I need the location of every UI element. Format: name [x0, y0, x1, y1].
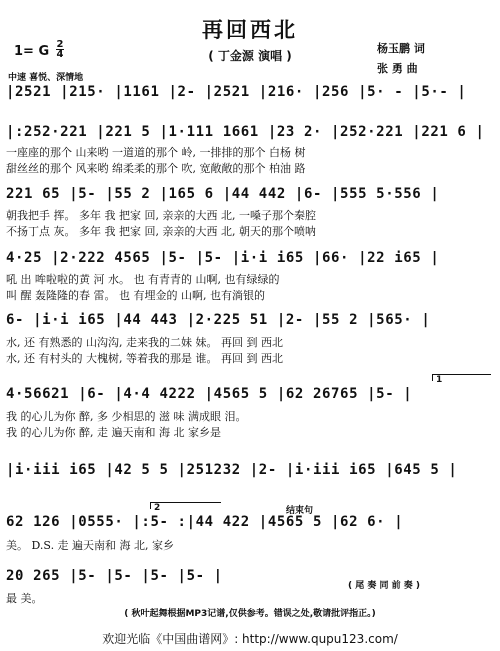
end-phrase-label: 结束句 — [286, 506, 314, 516]
notation-row: 62 126 |0555· |:5- :|44 422 |4565 5 |62 6· | — [6, 514, 404, 530]
volta-label-2: 2 — [154, 503, 161, 513]
notation-row: 20 265 |5- |5- |5- |5- | — [6, 568, 223, 584]
lyric-line-verse-1: 一座座的那个 山来哟 一道道的那个 岭, 一排排的那个 白杨 树 — [6, 146, 306, 159]
lyric-line-verse-2: 不扬丁点 灰。 多年 我 把家 回, 亲亲的大西 北, 朝天的那个喷呐 — [6, 225, 316, 238]
notation-row: |:252·221 |221 5 |1·111 1661 |23 2· |252·221 |221 6 | — [6, 124, 485, 140]
lyric-line-verse-1: 我 的心儿为你 醉, 多 少相思的 滋 味 满成眼 泪。 — [6, 410, 247, 423]
lyricist-credit: 杨玉鹏 词 — [377, 42, 425, 55]
notation-row: 221 65 |5- |55 2 |165 6 |44 442 |6- |555 5·556 | — [6, 186, 440, 202]
volta-label-1: 1 — [436, 375, 443, 385]
lyric-line-verse-1: 朝我把手 挥。 多年 我 把家 回, 亲亲的大西 北, 一嗓子那个秦腔 — [6, 209, 316, 222]
outro-note: ( 尾 奏 同 前 奏 ) — [348, 581, 421, 591]
volta-bracket-2 — [150, 502, 221, 509]
lyric-line-verse-1: 水, 还 有熟悉的 山沟沟, 走来我的二妹 妹。 再回 到 西北 — [6, 336, 283, 349]
song-title: 再回西北 — [202, 17, 298, 42]
key-signature: 1= G — [14, 44, 50, 59]
notation-row: |2521 |215· |1161 |2- |2521 |216· |256 |5· - |5·- | — [6, 84, 467, 100]
composer-credit: 张 勇 曲 — [377, 62, 418, 75]
site-welcome: 欢迎光临《中国曲谱网》: http://www.qupu123.com/ — [102, 632, 398, 646]
lyric-line-final: 最 美。 — [6, 592, 43, 605]
lyric-line-verse-1: 吼 出 哞啦啦的黄 河 水。 也 有青青的 山啊, 也有绿绿的 — [6, 273, 280, 286]
time-signature-top: 2 — [56, 39, 64, 50]
lyric-line-verse-1: 美。 D.S. 走 遍天南和 海 北, 家乡 — [6, 539, 175, 552]
notation-row: 4·56621 |6- |4·4 4222 |4565 5 |62 26765 |5- | — [6, 386, 413, 402]
performer-subtitle: ( 丁金源 演唱 ) — [208, 49, 292, 63]
time-signature-bottom: 4 — [56, 49, 64, 60]
transcription-footnote: ( 秋叶起舞根据MP3记谱,仅供参考。错误之处,敬请批评指正。) — [124, 609, 376, 619]
lyric-line-verse-2: 水, 还 有村头的 大槐树, 等着我的那是 谁。 再回 到 西北 — [6, 352, 283, 365]
notation-row: 6- |i·i i65 |44 443 |2·225 51 |2- |55 2 |565· | — [6, 312, 431, 328]
tempo-marking: 中速 喜悦、深情地 — [8, 73, 84, 83]
notation-row: |i·iii i65 |42 5 5 |251232 |2- |i·iii i65 |645 5 | — [6, 462, 458, 478]
lyric-line-verse-2: 叫 醒 轰隆隆的春 雷。 也 有埋金的 山啊, 也有淌银的 — [6, 289, 265, 302]
lyric-line-verse-2: 甜丝丝的那个 风来哟 绵柔柔的那个 吹, 宽敞敞的那个 柏油 路 — [6, 162, 306, 175]
time-signature — [56, 40, 64, 59]
lyric-line-verse-2: 我 的心儿为你 醉, 走 遍天南和 海 北 家乡是 — [6, 426, 221, 439]
notation-row: 4·25 |2·222 4565 |5- |5- |i·i i65 |66· |22 i65 | — [6, 250, 440, 266]
